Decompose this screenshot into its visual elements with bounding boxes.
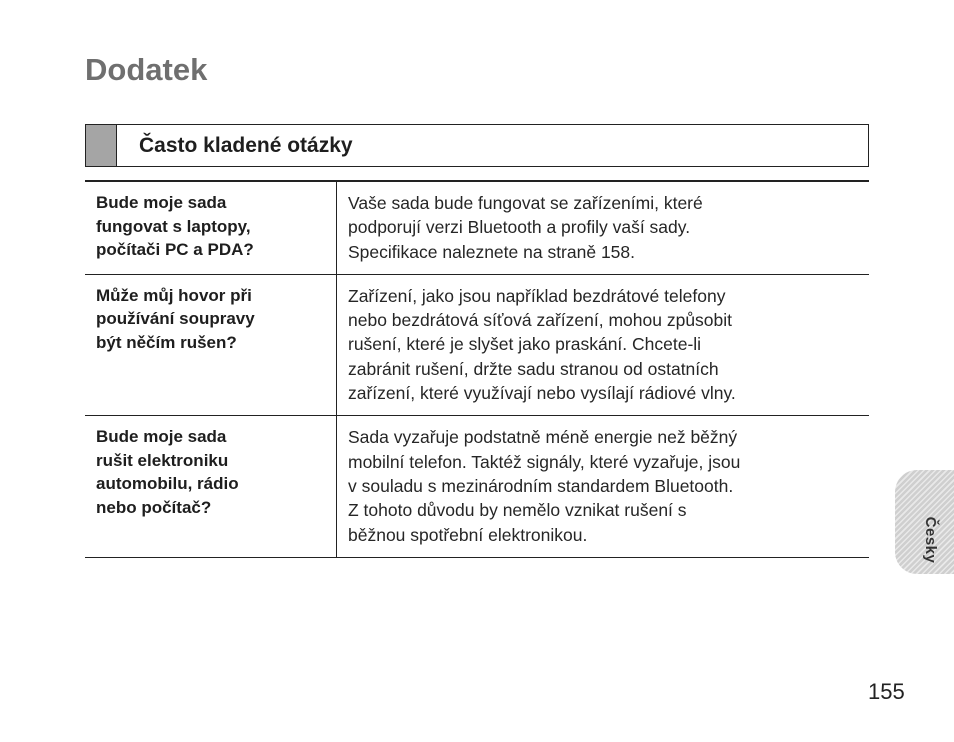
section-marker <box>86 125 117 166</box>
faq-answer: Zařízení, jako jsou například bezdrátové telefony nebo bezdrátová síťová zařízení, mohou způsobit rušení, které je slyšet jako praskání. Chcete-li zabránit rušení, držte sadu stranou od ostatních zařízení, které využívají nebo vysílají rádiové vlny. <box>348 285 736 404</box>
faq-question: Může můj hovor při používání soupravy být něčím rušen? <box>85 275 337 415</box>
page-number: 155 <box>868 679 905 704</box>
language-tab-label: Česky <box>922 516 939 564</box>
section-title: Často kladené otázky <box>139 134 353 157</box>
faq-row <box>85 182 869 275</box>
language-tab <box>895 470 954 574</box>
section-header <box>85 124 869 167</box>
faq-question: Bude moje sada fungovat s laptopy, počítači PC a PDA? <box>85 182 337 274</box>
faq-row <box>85 416 869 557</box>
faq-table <box>85 180 869 558</box>
faq-row <box>85 275 869 416</box>
faq-answer: Sada vyzařuje podstatně méně energie než běžný mobilní telefon. Taktéž signály, které vyzařuje, jsou v souladu s mezinárodním standardem Bluetooth. Z tohoto důvodu by nemělo vznikat rušení s běžnou spotřební elektronikou. <box>348 427 741 545</box>
faq-question: Bude moje sada rušit elektroniku automobilu, rádio nebo počítač? <box>85 416 337 556</box>
page-title: Dodatek <box>85 52 208 87</box>
faq-answer: Vaše sada bude fungovat se zařízeními, které podporují verzi Bluetooth a profily vaší sady. Specifikace naleznete na straně 158. <box>348 193 703 262</box>
